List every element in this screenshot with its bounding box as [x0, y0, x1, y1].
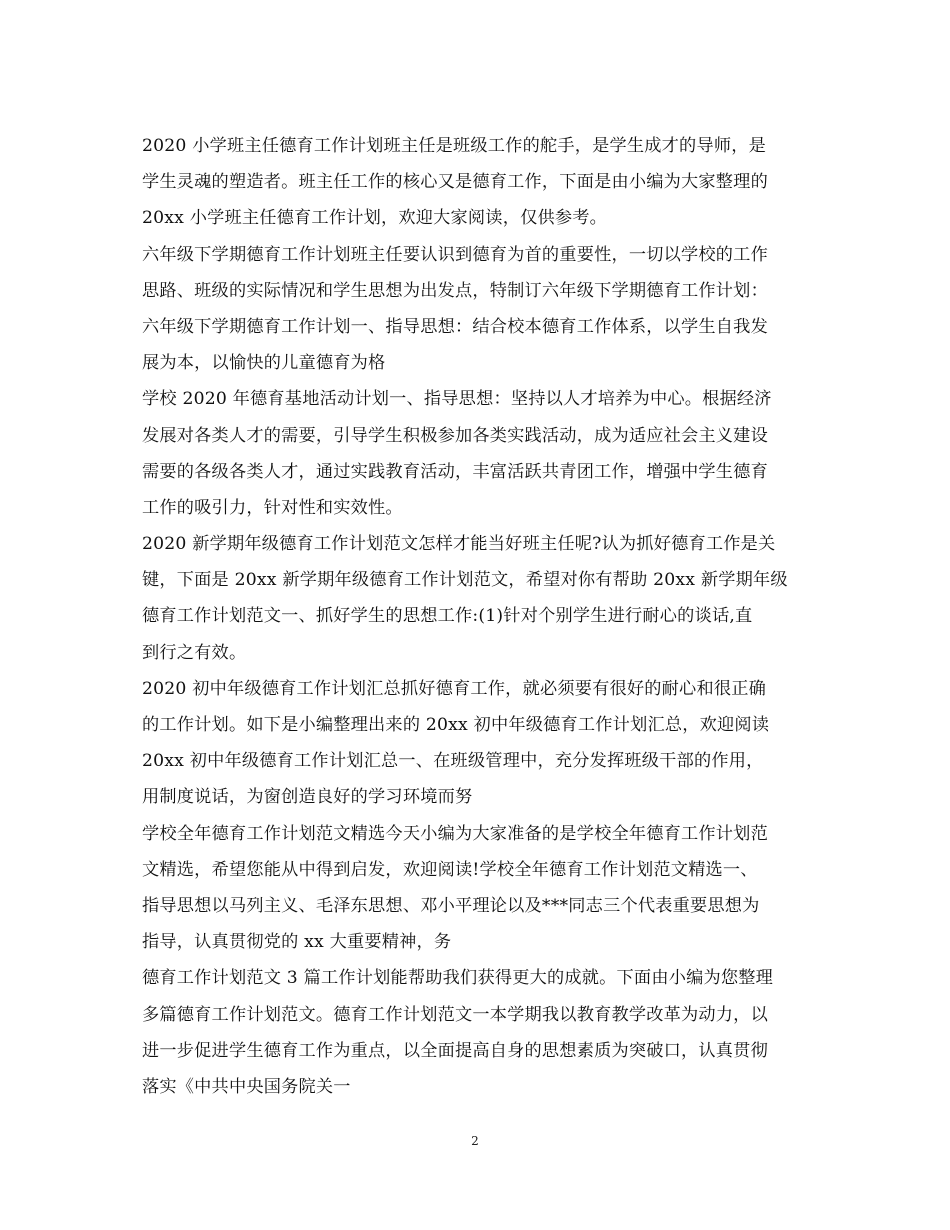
text-line: 进一步促进学生德育工作为重点，以全面提高自身的思想素质为突破口，认真贯彻: [142, 1040, 768, 1061]
text-line: 多篇德育工作计划范文。德育工作计划范文一本学期我以教育教学改革为动力，以: [142, 1004, 768, 1025]
text-line: 思路、班级的实际情况和学生思想为出发点，特制订六年级下学期德育工作计划：: [142, 280, 768, 301]
text-line: 六年级下学期德育工作计划班主任要认识到德育为首的重要性，一切以学校的工作: [142, 244, 768, 265]
text-line: 展为本，以愉快的儿童德育为格: [142, 353, 386, 374]
text-line: 的工作计划。如下是小编整理出来的 20xx 初中年级德育工作计划汇总，欢迎阅读: [142, 715, 770, 735]
document-body: [142, 128, 822, 1105]
text-line: 用制度说话，为窗创造良好的学习环境而努: [142, 787, 473, 808]
text-line: 工作的吸引力，针对性和实效性。: [142, 497, 403, 518]
text-line: 2020 新学期年级德育工作计划范文怎样才能当好班主任呢?认为抓好德育工作是关: [142, 534, 776, 555]
text-line: 20xx 小学班主任德育工作计划，欢迎大家阅读，仅供参考。: [142, 208, 608, 229]
text-line: 文精选，希望您能从中得到启发，欢迎阅读!学校全年德育工作计划范文精选一、: [142, 859, 758, 880]
text-line: 到行之有效。: [142, 642, 247, 663]
page-number: 2: [471, 1134, 479, 1148]
text-line: 德育工作计划范文一、抓好学生的思想工作:(1)针对个别学生进行耐心的谈话,直: [142, 606, 753, 627]
text-line: 2020 小学班主任德育工作计划班主任是班级工作的舵手，是学生成才的导师，是: [142, 136, 766, 156]
text-line: 落实《中共中央国务院关一: [142, 1076, 351, 1097]
text-line: 学校全年德育工作计划范文精选今天小编为大家准备的是学校全年德育工作计划范: [142, 823, 768, 844]
text-line: 2020 初中年级德育工作计划汇总抓好德育工作，就必须要有很好的耐心和很正确: [142, 678, 766, 699]
text-line: 学生灵魂的塑造者。班主任工作的核心又是德育工作，下面是由小编为大家整理的: [142, 172, 768, 193]
text-line: 指导，认真贯彻党的 xx 大重要精神，务: [142, 932, 452, 953]
text-line: 德育工作计划范文 3 篇工作计划能帮助我们获得更大的成就。下面由小编为您整理: [142, 968, 774, 989]
text-line: 发展对各类人才的需要，引导学生积极参加各类实践活动，成为适应社会主义建设: [142, 425, 768, 446]
text-line: 学校 2020 年德育基地活动计划一、指导思想：坚持以人才培养为中心。根据经济: [142, 389, 772, 410]
text-line: 20xx 初中年级德育工作计划汇总一、在班级管理中，充分发挥班级干部的作用，: [142, 751, 764, 772]
text-line: 键，下面是 20xx 新学期年级德育工作计划范文，希望对你有帮助 20xx 新学期年级: [142, 570, 788, 591]
text-line: 需要的各级各类人才，通过实践教育活动，丰富活跃共青团工作，增强中学生德育: [142, 461, 768, 482]
text-line: 指导思想以马列主义、毛泽东思想、邓小平理论以及***同志三个代表重要思想为: [142, 895, 760, 916]
text-line: 六年级下学期德育工作计划一、指导思想：结合校本德育工作体系，以学生自我发: [142, 316, 768, 337]
